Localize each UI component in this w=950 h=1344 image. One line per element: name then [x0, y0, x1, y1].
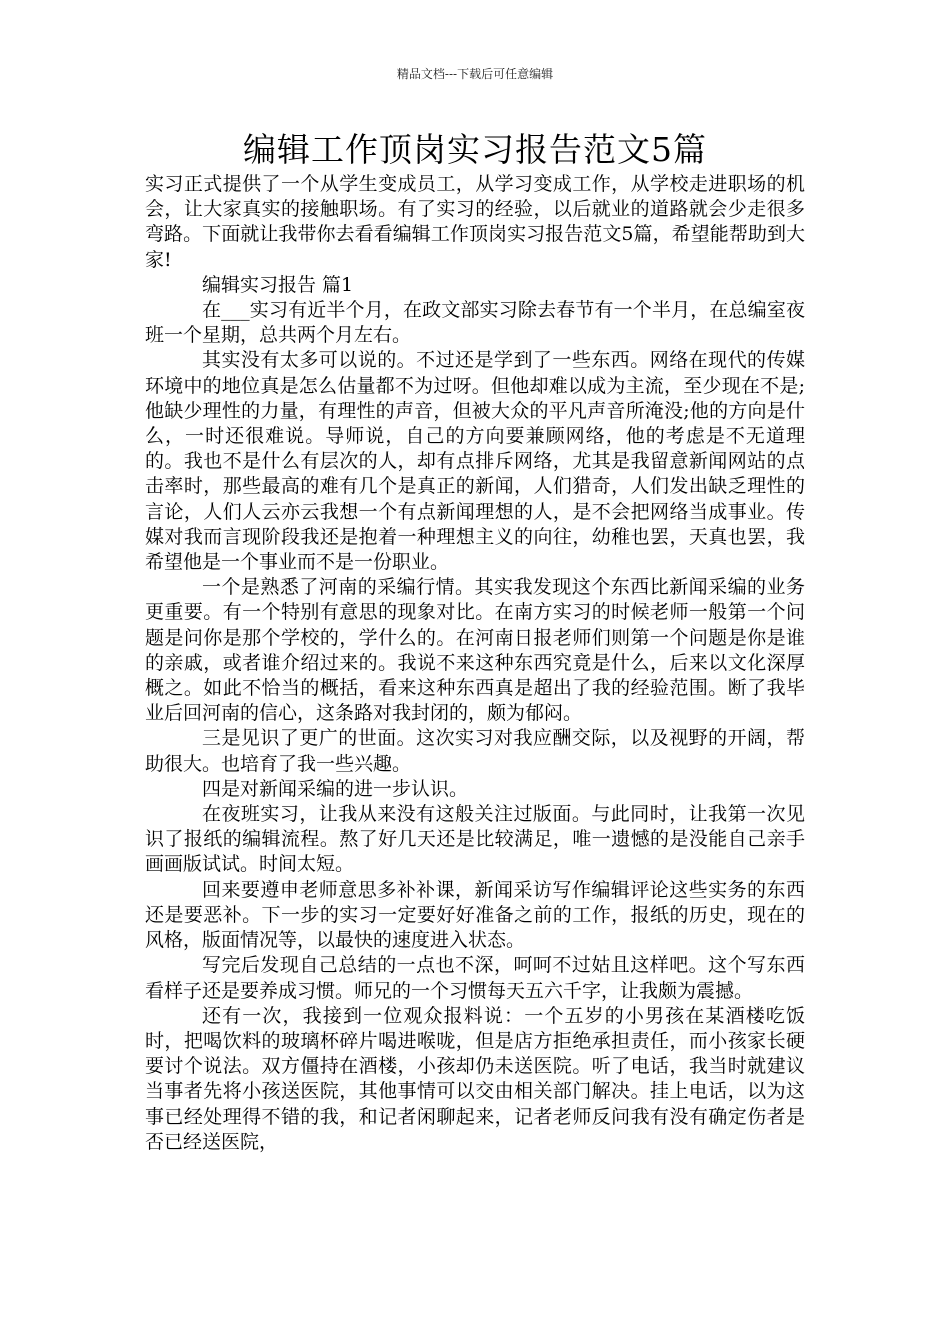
body-paragraph: 其实没有太多可以说的。不过还是学到了一些东西。网络在现代的传媒环境中的地位真是怎么估量都不为过呀。但他却难以成为主流，至少现在不是;他缺少理性的力量，有理性的声音，但被大众的平凡声音所淹没;他的方向是什么，一时还很难说。导师说，自己的方向要兼顾网络，他的考虑是不无道理的。我也不是什么有层次的人，却有点排斥网络，尤其是我留意新闻网站的点击率时，那些最高的难有几个是真正的新闻，人们猎奇，人们发出缺乏理性的言论，人们人云亦云我想一个有点新闻理想的人，是不会把网络当成事业。传媒对我而言现阶段我还是抱着一种理想主义的向往，幼稚也罢，天真也罢，我希望他是一个事业而不是一份职业。	[145, 349, 805, 574]
body-paragraph: 在___实习有近半个月，在政文部实习除去春节有一个半月，在总编室夜班一个星期，总共两个月左右。	[145, 299, 805, 347]
body-paragraph: 在夜班实习，让我从来没有这般关注过版面。与此同时，让我第一次见识了报纸的编辑流程。熬了好几天还是比较满足，唯一遗憾的是没能自己亲手画画版试试。时间太短。	[145, 803, 805, 876]
document-body	[145, 172, 805, 1155]
body-paragraph: 还有一次，我接到一位观众报料说：一个五岁的小男孩在某酒楼吃饭时，把喝饮料的玻璃杯碎片喝进喉咙，但是店方拒绝承担责任，而小孩家长硬要讨个说法。双方僵持在酒楼，小孩却仍未送医院。听了电话，我当时就建议当事者先将小孩送医院，其他事情可以交由相关部门解决。挂上电话，以为这事已经处理得不错的我，和记者闲聊起来，记者老师反问我有没有确定伤者是否已经送医院，	[145, 1004, 805, 1153]
body-paragraph: 写完后发现自己总结的一点也不深，呵呵不过姑且这样吧。这个写东西看样子还是要养成习惯。师兄的一个习惯每天五六千字，让我颇为震撼。	[145, 954, 805, 1002]
body-paragraph: 三是见识了更广的世面。这次实习对我应酬交际，以及视野的开阔，帮助很大。也培育了我一些兴趣。	[145, 727, 805, 775]
document-title: 编辑工作顶岗实习报告范文5篇	[243, 130, 707, 169]
body-paragraph: 四是对新闻采编的进一步认识。	[202, 777, 469, 800]
intro-paragraph: 实习正式提供了一个从学生变成员工，从学习变成工作，从学校走进职场的机会，让大家真实的接触职场。有了实习的经验，以后就业的道路就会少走很多弯路。下面就让我带你去看看编辑工作顶岗实习报告范文5篇，希望能帮助到大家!	[145, 173, 805, 271]
body-paragraph: 回来要遵申老师意思多补补课，新闻采访写作编辑评论这些实务的东西还是要恶补。下一步的实习一定要好好准备之前的工作，报纸的历史，现在的风格，版面情况等，以最快的速度进入状态。	[145, 878, 805, 952]
section-heading: 编辑实习报告 篇1	[202, 273, 354, 296]
header-note: 精品文档---下载后可任意编辑	[396, 67, 554, 81]
body-paragraph: 一个是熟悉了河南的采编行情。其实我发现这个东西比新闻采编的业务更重要。有一个特别有意思的现象对比。在南方实习的时候老师一般第一个问题是问你是那个学校的，学什么的。在河南日报老师们则第一个问题是你是谁的亲戚，或者谁介绍过来的。我说不来这种东西究竟是什么，后来以文化深厚概之。如此不恰当的概括，看来这种东西真是超出了我的经验范围。断了我毕业后回河南的信心，这条路对我封闭的，颇为郁闷。	[145, 576, 805, 725]
